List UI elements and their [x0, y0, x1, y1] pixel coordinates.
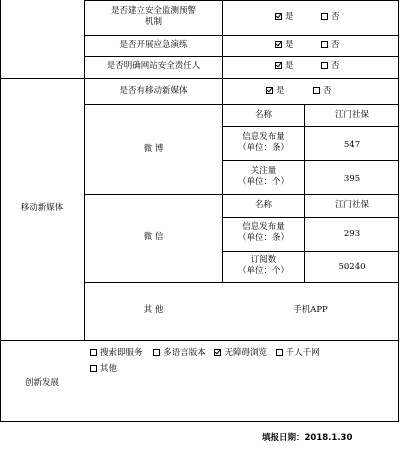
weibo-follows-label: 关注量 （单位：个） [237, 166, 289, 187]
has-mobile-yes[interactable]: 是 [266, 86, 285, 97]
checkbox-icon [276, 349, 283, 356]
h-3 [0, 78, 399, 79]
checkbox-icon [275, 62, 282, 69]
weibo-header-value: 江门社保 [334, 110, 369, 120]
option-accessibility[interactable]: 无障碍浏览 [214, 348, 267, 359]
safety-row-2-label: 是否开展应急演练 [119, 40, 188, 50]
safety-row-3-label: 是否明确网站安全责任人 [106, 61, 201, 71]
checkbox-icon [275, 13, 282, 20]
mobile-section-label: 移动新媒体 [20, 203, 64, 213]
h-10 [84, 282, 399, 283]
other-value: 手机APP [293, 305, 328, 315]
checkbox-icon [90, 365, 97, 372]
h-1 [84, 35, 399, 36]
safety-row-3-yes[interactable]: 是 [275, 61, 294, 72]
col-div-2-top [222, 0, 223, 104]
weixin-subs-label: 订阅数 （单位：个） [237, 255, 289, 276]
weixin-posts-label: 信息发布量 （单位：条） [237, 222, 289, 243]
safety-row-3-no[interactable]: 否 [321, 61, 340, 72]
fill-date-value: 2018.1.30 [304, 433, 353, 443]
innovation-options-line1 [90, 348, 320, 359]
weibo-posts-value: 547 [343, 140, 361, 150]
weibo-label: 微 博 [143, 144, 164, 154]
h-2 [84, 56, 399, 57]
safety-row-1-yes[interactable]: 是 [275, 12, 294, 23]
has-mobile-label: 是否有移动新媒体 [119, 86, 188, 96]
col-div-1 [84, 0, 85, 340]
weixin-header-name: 名称 [254, 200, 272, 210]
weixin-header-value: 江门社保 [334, 200, 369, 210]
col-div-3-sub [304, 104, 305, 282]
border-right [398, 0, 399, 422]
fill-date-label: 填报日期： [262, 433, 305, 443]
h-top [84, 0, 399, 1]
other-label: 其 他 [143, 305, 164, 315]
option-personalized[interactable]: 千人千网 [276, 348, 320, 359]
weixin-label: 微 信 [143, 232, 164, 242]
safety-row-2-no[interactable]: 否 [321, 40, 340, 51]
h-6 [222, 160, 399, 161]
weixin-subs-value: 50240 [338, 262, 366, 272]
weibo-header-name: 名称 [254, 110, 272, 120]
safety-row-1-label: 是否建立安全监测预警 机制 [110, 6, 196, 27]
checkbox-icon [321, 62, 328, 69]
weixin-posts-value: 293 [343, 229, 361, 239]
option-other[interactable]: 其他 [90, 364, 117, 375]
h-7 [84, 194, 399, 195]
fill-date [262, 433, 352, 444]
checkbox-icon [266, 87, 273, 94]
innovation-section-label: 创新发展 [24, 378, 59, 388]
h-11 [0, 340, 399, 341]
option-multilingual[interactable]: 多语言版本 [153, 348, 206, 359]
h-8 [222, 217, 399, 218]
checkbox-icon [321, 13, 328, 20]
option-search-service[interactable]: 搜索即服务 [90, 348, 143, 359]
innovation-options-line2 [90, 364, 117, 375]
safety-row-1-no[interactable]: 否 [321, 12, 340, 23]
checkbox-icon [214, 349, 221, 356]
h-bottom [0, 421, 399, 422]
checkbox-icon [321, 41, 328, 48]
safety-row-2-yes[interactable]: 是 [275, 40, 294, 51]
checkbox-icon [275, 41, 282, 48]
h-4 [84, 104, 399, 105]
h-5 [222, 126, 399, 127]
weibo-follows-value: 395 [343, 174, 361, 184]
has-mobile-no[interactable]: 否 [313, 86, 332, 97]
checkbox-icon [313, 87, 320, 94]
weibo-posts-label: 信息发布量 （单位：条） [237, 132, 289, 153]
h-9 [222, 251, 399, 252]
checkbox-icon [90, 349, 97, 356]
checkbox-icon [153, 349, 160, 356]
